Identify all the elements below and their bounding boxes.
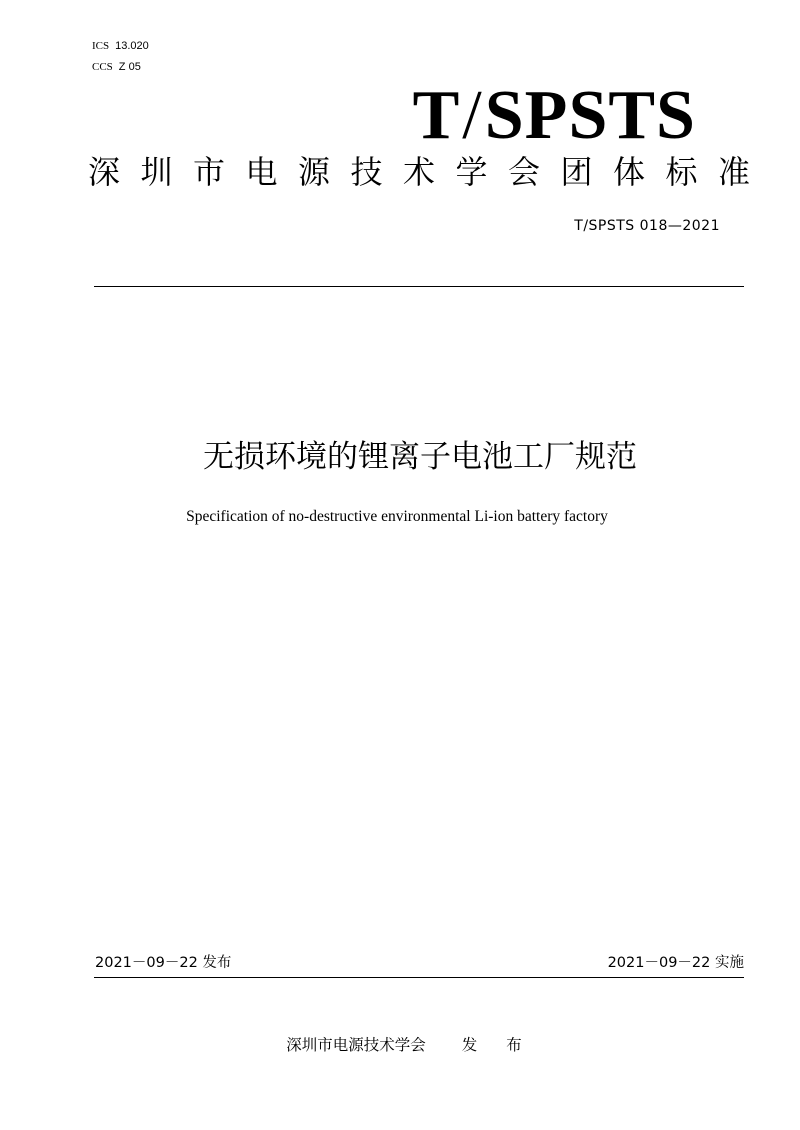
- standard-logo: [412, 77, 696, 154]
- ccs-label: CCS: [92, 61, 113, 73]
- header-divider: [94, 286, 744, 287]
- ics-classification: [92, 40, 149, 53]
- document-title-chinese: 无损环境的锂离子电池工厂规范: [203, 439, 637, 475]
- issuer-line: [0, 1035, 800, 1055]
- logo-slash: /: [462, 77, 483, 154]
- publish-date: 2021－09－22 发布: [95, 955, 232, 971]
- organization-standard-type: 深圳市电源技术学会团体标准: [88, 153, 771, 191]
- ccs-code: Z 05: [118, 61, 141, 73]
- ics-code: 13.020: [115, 40, 149, 52]
- ccs-classification: [92, 61, 141, 74]
- logo-suffix: SPSTS: [484, 77, 696, 154]
- implement-date: 2021－09－22 实施: [607, 955, 744, 971]
- standard-number: T/SPSTS 018—2021: [574, 218, 720, 234]
- logo-prefix: T: [412, 77, 461, 154]
- issuer-name: 深圳市电源技术学会: [286, 1036, 426, 1054]
- document-title-english: Specification of no-destructive environmental Li-ion battery factory: [186, 508, 608, 525]
- ics-label: ICS: [92, 40, 110, 52]
- issuer-action: 发 布: [461, 1036, 534, 1054]
- footer-divider: [94, 977, 744, 978]
